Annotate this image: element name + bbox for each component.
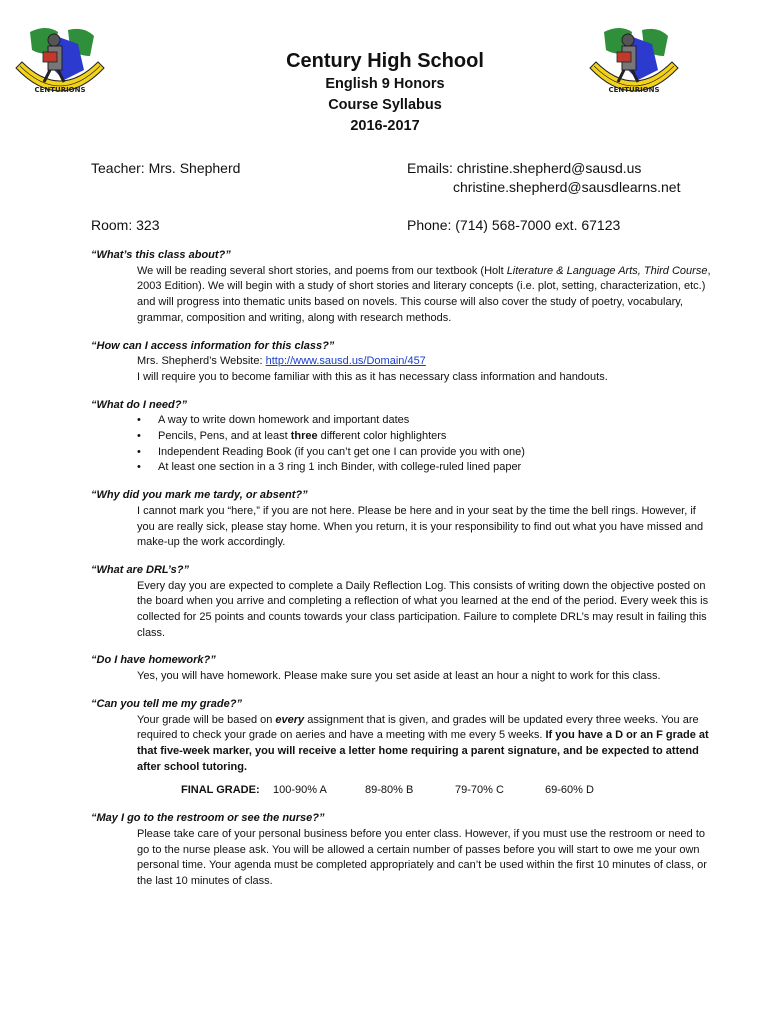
answer-text: I cannot mark you “here,” if you are not here. Please be here and in your seat by the time the bell rings. However, if you are really sick, please stay home. When you return, it is your responsibility to find out what you have missed and make-up the work accordingly. <box>137 504 704 549</box>
section-homework <box>91 653 711 684</box>
grade-scale <box>91 783 711 799</box>
answer-text: Yes, you will have homework. Please make sure you set aside at least an hour a night to work for this class. <box>137 670 661 683</box>
email-primary: Emails: christine.shepherd@sausd.us <box>407 160 642 176</box>
list-item-emphasis: three <box>290 430 318 443</box>
answer-text: Every day you are expected to complete a Daily Reflection Log. This consists of writing down the objective posted on the board when you arrive and completing a reflection of what you learned at the end of the period. Every week this is collected for 25 points and counts towards your class participation. Failure to complete DRL’s may result in failing this class. <box>137 579 709 639</box>
room-number: Room: 323 <box>91 217 160 233</box>
grade-scale-label: FINAL GRADE: <box>181 784 260 797</box>
course-name: English 9 Honors <box>325 76 445 92</box>
supplies-list <box>91 413 711 476</box>
website-line <box>91 354 711 370</box>
document-header <box>0 48 770 137</box>
logo-text: CENTURIONS <box>34 86 86 94</box>
school-year: 2016-2017 <box>350 118 420 134</box>
grade-a: 100-90% A <box>273 784 327 797</box>
list-item-text: Pencils, Pens, and at least <box>158 430 291 443</box>
grade-d: 69-60% D <box>545 784 594 797</box>
section-restroom <box>91 811 711 890</box>
question-heading: “Can you tell me my grade?” <box>91 697 242 710</box>
list-item: • A way to write down homework and important dates <box>137 413 711 429</box>
answer-text: Please take care of your personal business before you enter class. However, if you must use the restroom or need to go to the nurse please ask. You will be allowed a certain number of passes before you will start to owe me your own personal time. Your agenda must be completed appropriately and can’t be used within the first 10 minutes of class, or the last 10 minutes of class. <box>137 827 707 887</box>
email-secondary: christine.shepherd@sausdlearns.net <box>453 179 681 195</box>
phone-number: Phone: (714) 568-7000 ext. 67123 <box>407 217 621 233</box>
section-access-info <box>91 339 711 386</box>
section-tardy <box>91 488 711 551</box>
textbook-title: Literature & Language Arts, Third Course <box>506 264 708 277</box>
document-title: Course Syllabus <box>328 97 442 113</box>
question-heading: “Do I have homework?” <box>91 654 216 667</box>
school-name: Century High School <box>286 50 484 72</box>
question-heading: “What’s this class about?” <box>91 249 231 261</box>
website-label: Mrs. Shepherd’s Website: <box>137 355 266 368</box>
grade-b: 89-80% B <box>365 784 414 797</box>
emphasis-text: every <box>275 713 305 726</box>
warning-text: If you have a D or an F grade at that five-week marker, you will receive a letter home requiring a parent signature, and be expected to attend after school tutoring. <box>137 729 709 773</box>
section-drl <box>91 563 711 642</box>
list-item <box>137 429 711 445</box>
answer-text-part: We will be reading several short stories, and poems from our textbook (Holt <box>137 264 507 277</box>
question-heading: “What do I need?” <box>91 398 187 411</box>
section-what-need <box>91 398 711 477</box>
answer-text-part: assignment that is given, and grades will be updated every three weeks. You are required to check your grade on aeries and have a meeting with me every 5 weeks. <box>137 713 699 742</box>
syllabus-body <box>91 248 711 902</box>
list-item: • At least one section in a 3 ring 1 inch Binder, with college-ruled lined paper <box>137 460 711 476</box>
question-heading: “May I go to the restroom or see the nurse?” <box>91 812 325 825</box>
answer-text-part: Your grade will be based on <box>137 713 276 726</box>
website-link[interactable]: http://www.sausd.us/Domain/457 <box>265 355 426 368</box>
teacher-name: Teacher: Mrs. Shepherd <box>91 160 241 176</box>
logo-text: CENTURIONS <box>608 86 660 94</box>
answer-text: I will require you to become familiar with this as it has necessary class information and handouts. <box>137 370 608 383</box>
answer-text <box>91 264 711 327</box>
section-grade <box>91 697 711 799</box>
answer-text <box>91 713 711 776</box>
list-item: • Independent Reading Book (if you can’t get one I can provide you with one) <box>137 445 711 461</box>
grade-c: 79-70% C <box>455 784 504 797</box>
list-item-text: different color highlighters <box>317 430 447 443</box>
question-heading: “How can I access information for this class?” <box>91 339 335 352</box>
question-heading: “What are DRL’s?” <box>91 563 189 576</box>
answer-text-part: , 2003 Edition). We will begin with a study of short stories and literary concepts (i.e. plot, setting, characterization, etc.) and will progress into thematic units based on novels. This course will also cover the study of poetry, vocabulary, grammar, composition and writing, along with research methods. <box>137 264 711 324</box>
section-class-about <box>91 248 711 327</box>
question-heading: “Why did you mark me tardy, or absent?” <box>91 489 308 502</box>
